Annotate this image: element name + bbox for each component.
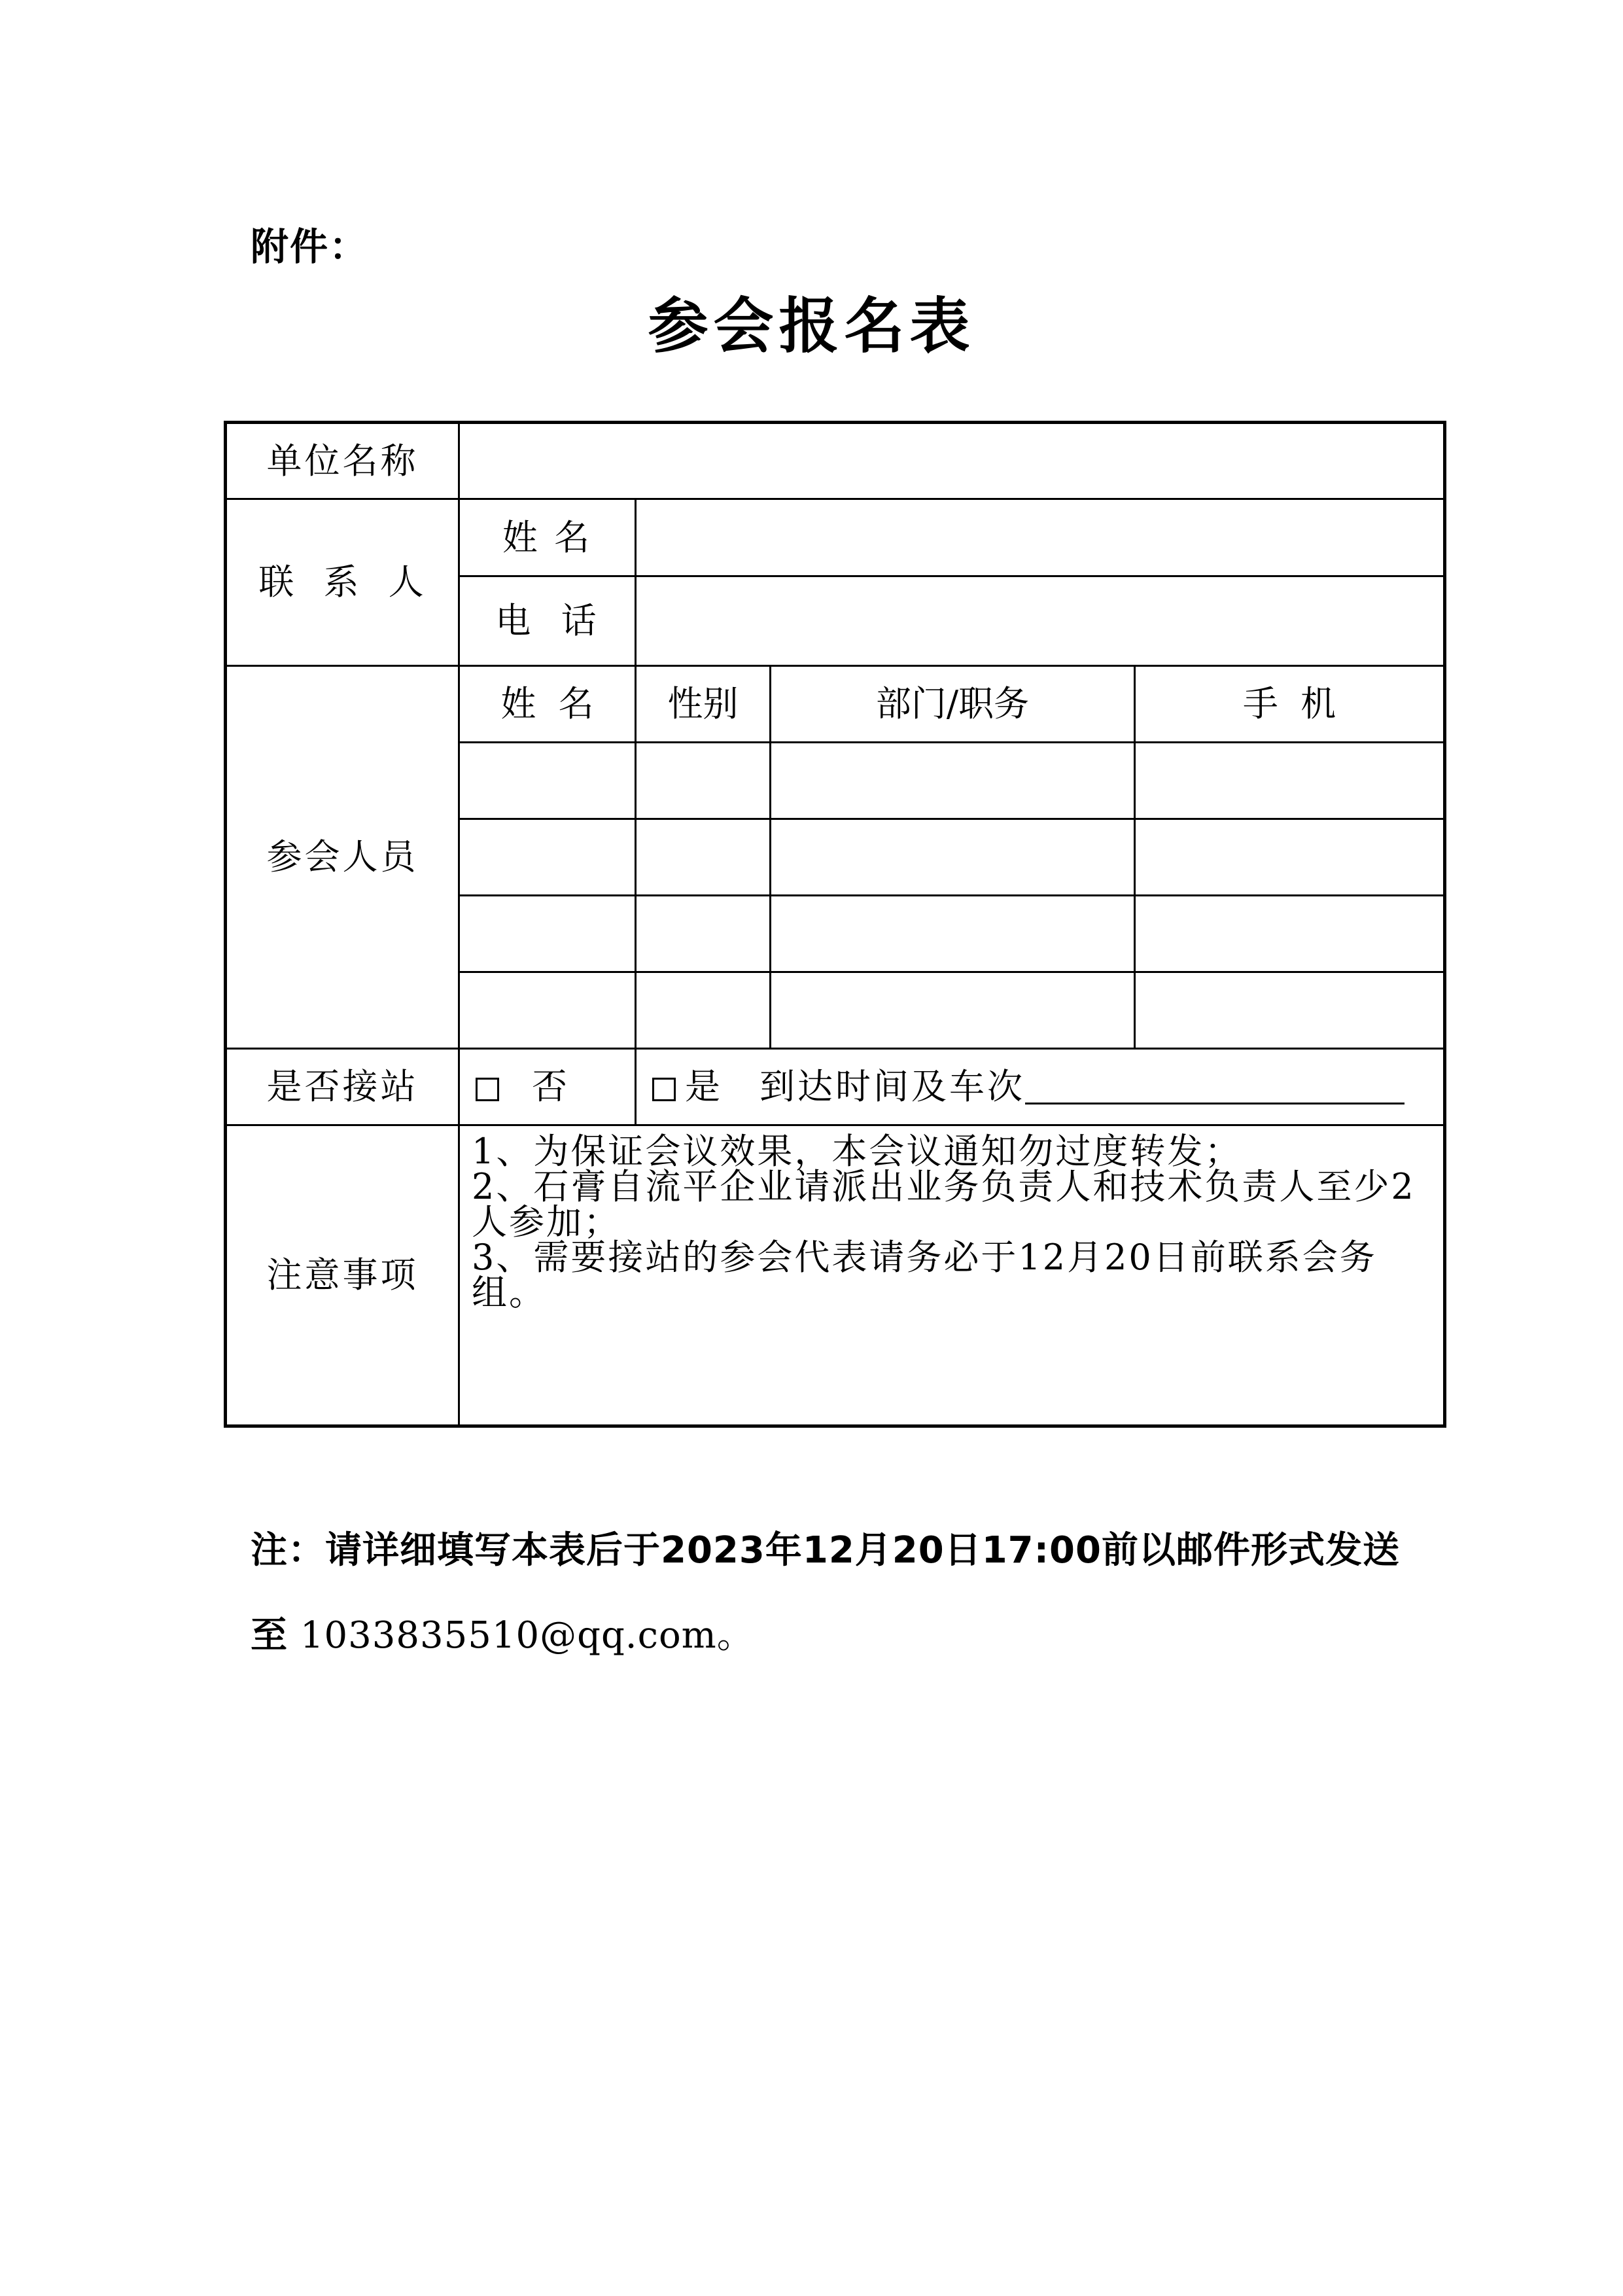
- attachment-label: 附件：: [251, 224, 369, 269]
- page-title: 参会报名表: [648, 291, 975, 361]
- attendee-header-gender: 性别: [636, 666, 771, 743]
- attendee-dept-cell[interactable]: [771, 896, 1135, 972]
- footer-note: [251, 1508, 1428, 1678]
- notes-content: [459, 1125, 1445, 1426]
- attendee-mobile-cell[interactable]: [1135, 819, 1445, 896]
- attendee-name-cell[interactable]: [459, 743, 636, 819]
- attendee-name-cell[interactable]: [459, 972, 636, 1049]
- attendee-dept-cell[interactable]: [771, 743, 1135, 819]
- attendee-mobile-cell[interactable]: [1135, 743, 1445, 819]
- arrival-field[interactable]: [1025, 1070, 1405, 1104]
- note-item: 2、石膏自流平企业请派出业务负责人和技术负责人至少2人参加；: [472, 1166, 1416, 1243]
- pickup-no-label: 否: [532, 1066, 567, 1107]
- attendee-header-name: 姓 名: [459, 666, 636, 743]
- attendee-dept-cell[interactable]: [771, 819, 1135, 896]
- pickup-no-checkbox[interactable]: [476, 1078, 499, 1101]
- footer-email[interactable]: 1033835510@qq.com: [300, 1614, 717, 1657]
- pickup-yes-checkbox[interactable]: [652, 1078, 676, 1101]
- attendee-mobile-cell[interactable]: [1135, 896, 1445, 972]
- note-item: 3、需要接站的参会代表请务必于12月20日前联系会务组。: [472, 1237, 1377, 1313]
- arrival-label: 到达时间及车次: [759, 1066, 1025, 1107]
- attendee-gender-cell[interactable]: [636, 819, 771, 896]
- unit-name-label: 单位名称: [226, 423, 459, 499]
- attendee-gender-cell[interactable]: [636, 972, 771, 1049]
- attendee-name-cell[interactable]: [459, 819, 636, 896]
- pickup-label: 是否接站: [226, 1049, 459, 1125]
- pickup-no-option[interactable]: [459, 1049, 636, 1125]
- note-item: 1、为保证会议效果，本会议通知勿过度转发；: [472, 1131, 1242, 1172]
- attendee-gender-cell[interactable]: [636, 896, 771, 972]
- attendee-header-dept: 部门/职务: [771, 666, 1135, 743]
- contact-name-label: 姓 名: [459, 499, 636, 576]
- attendee-header-mobile: 手 机: [1135, 666, 1445, 743]
- registration-table: [224, 421, 1446, 1428]
- contact-phone-field[interactable]: [636, 576, 1445, 666]
- attendee-dept-cell[interactable]: [771, 972, 1135, 1049]
- contact-phone-label: 电 话: [459, 576, 636, 666]
- footer-line2: [251, 1593, 1428, 1678]
- contact-name-field[interactable]: [636, 499, 1445, 576]
- footer-line2-prefix: 至: [251, 1614, 288, 1657]
- unit-name-field[interactable]: [459, 423, 1445, 499]
- pickup-yes-option[interactable]: [636, 1049, 1445, 1125]
- attendee-gender-cell[interactable]: [636, 743, 771, 819]
- attendee-name-cell[interactable]: [459, 896, 636, 972]
- pickup-yes-label: 是: [685, 1066, 720, 1107]
- attendee-mobile-cell[interactable]: [1135, 972, 1445, 1049]
- notes-label: 注意事项: [226, 1125, 459, 1426]
- footer-line1: 注：请详细填写本表后于2023年12月20日17:00前以邮件形式发送: [251, 1529, 1400, 1572]
- contact-label: 联 系 人: [226, 499, 459, 666]
- attendees-label: 参会人员: [226, 666, 459, 1049]
- footer-line2-suffix: 。: [716, 1614, 754, 1657]
